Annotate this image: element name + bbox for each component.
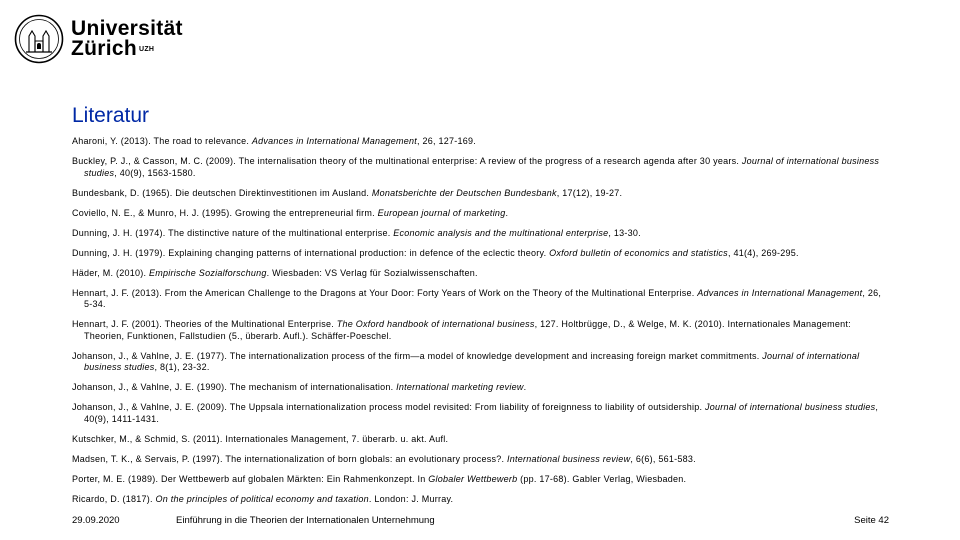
reference-item <box>72 208 892 220</box>
reference-text: Hennart, J. F. (2013). From the American Challenge to the Dragons at Your Door: Forty Years of Work on the Theory of the Multinational Enterprise. <box>72 287 698 298</box>
reference-source: Empirische Sozialforschung <box>149 267 267 278</box>
wordmark-line-2 <box>71 39 183 59</box>
reference-text: Buckley, P. J., & Casson, M. C. (2009). The internalisation theory of the multinational enterprise: A review of the progress of a research agenda after 30 years. <box>72 156 742 166</box>
reference-text: Ricardo, D. (1817). <box>72 493 156 504</box>
reference-text: Johanson, J., & Vahlne, J. E. (1990). The mechanism of internationalisation. <box>72 382 397 392</box>
reference-item <box>72 434 892 446</box>
reference-details: , 13-30. <box>608 227 641 238</box>
reference-details: , 17(12), 19-27. <box>556 187 623 198</box>
reference-details: (pp. 17-68). Gabler Verlag, Wiesbaden. <box>517 473 687 484</box>
university-logo <box>14 11 183 67</box>
reference-source: European journal of marketing <box>377 207 506 218</box>
reference-item <box>72 474 892 486</box>
wordmark-city: Zürich <box>71 37 137 60</box>
reference-text: Kutschker, M., & Schmid, S. (2011). Internationales Management, 7. überarb. u. akt. Aufl. <box>72 433 449 444</box>
reference-details: , 40(9), 1411-1431. <box>84 402 879 424</box>
reference-text: Porter, M. E. (1989). Der Wettbewerb auf globalen Märkten: Ein Rahmenkonzept. In <box>72 473 429 484</box>
reference-text: Aharoni, Y. (2013). The road to relevance. <box>72 136 252 146</box>
reference-details: . <box>505 207 509 218</box>
reference-details: . London: J. Murray. <box>368 493 454 504</box>
reference-item <box>72 351 892 374</box>
reference-item <box>72 156 892 179</box>
reference-source: Advances in International Management <box>251 136 417 146</box>
reference-details: , 6(6), 561-583. <box>630 453 696 464</box>
slide-title: Literatur <box>72 104 150 127</box>
reference-source: Journal of international business studies <box>704 402 876 412</box>
reference-item <box>72 402 892 425</box>
wordmark-line-1: Universität <box>71 17 183 40</box>
reference-source: On the principles of political economy and taxation <box>155 493 369 504</box>
reference-source: Monatsberichte der Deutschen Bundesbank <box>371 187 557 198</box>
reference-text: Madsen, T. K., & Servais, P. (1997). The internationalization of born globals: an evolutionary process?. <box>72 453 507 464</box>
footer-course-title: Einführung in die Theorien der Internationalen Unternehmung <box>176 515 435 526</box>
university-seal-icon <box>14 14 64 64</box>
reference-item <box>72 288 892 311</box>
reference-details: , 26, 5-34. <box>84 287 882 309</box>
reference-text: Coviello, N. E., & Munro, H. J. (1995). Growing the entrepreneurial firm. <box>72 207 378 218</box>
reference-details: . Wiesbaden: VS Verlag für Sozialwissenschaften. <box>266 267 478 278</box>
reference-source: The Oxford handbook of international business <box>336 319 535 329</box>
reference-text: Dunning, J. H. (1979). Explaining changing patterns of international production: in defence of the eclectic theory. <box>72 247 550 258</box>
reference-item <box>72 319 892 342</box>
reference-item <box>72 382 892 394</box>
reference-details: , 127. Holtbrügge, D., & Welge, M. K. (2010). Internationales Management: Theorien, Funktionen, Fallstudien (5., überarb. Aufl.). Schäffer-Poeschel. <box>84 319 851 341</box>
reference-text: Bundesbank, D. (1965). Die deutschen Direktinvestitionen im Ausland. <box>72 187 372 198</box>
reference-source: International business review <box>507 453 631 464</box>
reference-item <box>72 454 892 466</box>
reference-item <box>72 188 892 200</box>
reference-text: Hennart, J. F. (2001). Theories of the Multinational Enterprise. <box>72 319 337 329</box>
reference-text: Johanson, J., & Vahlne, J. E. (1977). The internationalization process of the firm—a model of knowledge development and increasing foreign market commitments. <box>72 350 763 361</box>
reference-text: Johanson, J., & Vahlne, J. E. (2009). The Uppsala internationalization process model revisited: From liability of foreignness to liability of outsidership. <box>72 402 705 412</box>
reference-source: Journal of international business studies <box>84 350 860 372</box>
reference-text: Häder, M. (2010). <box>72 267 150 278</box>
reference-details: , 40(9), 1563-1580. <box>114 167 196 178</box>
reference-source: Journal of international business studies <box>84 156 880 178</box>
reference-details: , 8(1), 23-32. <box>154 362 210 372</box>
reference-source: Oxford bulletin of economics and statistics <box>549 247 728 258</box>
wordmark-uzh: UZH <box>138 46 155 53</box>
reference-item <box>72 494 892 506</box>
reference-item <box>72 268 892 280</box>
footer-page-number: Seite 42 <box>854 515 889 526</box>
reference-source: Economic analysis and the multinational enterprise <box>393 227 609 238</box>
reference-source: Advances in International Management <box>697 287 863 298</box>
reference-details: , 41(4), 269-295. <box>727 247 799 258</box>
reference-item <box>72 136 892 148</box>
reference-item <box>72 228 892 240</box>
footer-date: 29.09.2020 <box>72 515 120 526</box>
reference-details: . <box>523 382 527 392</box>
reference-source: Globaler Wettbewerb <box>428 473 518 484</box>
reference-list <box>72 136 892 514</box>
reference-details: , 26, 127-169. <box>416 136 477 146</box>
reference-item <box>72 248 892 260</box>
reference-text: Dunning, J. H. (1974). The distinctive nature of the multinational enterprise. <box>72 227 394 238</box>
reference-source: International marketing review <box>396 382 524 392</box>
university-wordmark <box>71 19 183 59</box>
